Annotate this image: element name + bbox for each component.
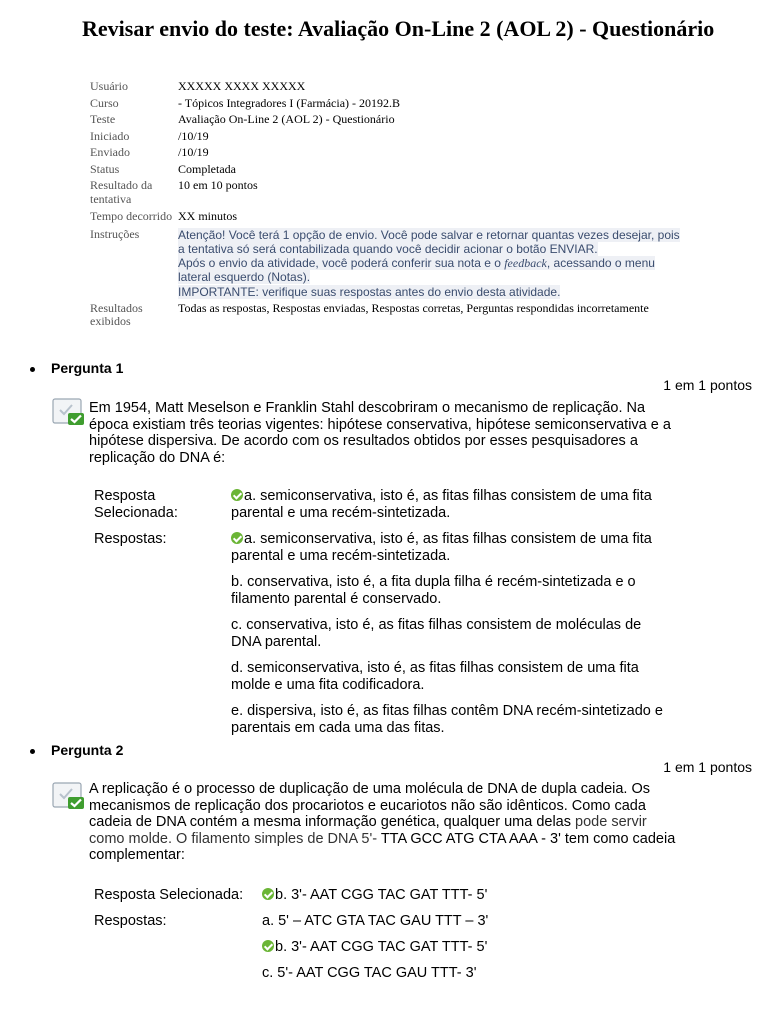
info-label: Teste [90,112,116,126]
answers-label: Respostas: [94,531,167,547]
info-label: Enviado [90,145,130,159]
info-value: Avaliação On-Line 2 (AOL 2) - Questionário [178,112,395,126]
selected-answer-text: b. 3'- AAT CGG TAC GAT TTT- 5' [275,887,488,903]
selected-answer-text: a. semiconservativa, isto é, as fitas filhas consistem de uma fita parental e uma recém-sintetizada. [231,488,652,521]
instructions-line: , acessando o menu [546,256,655,271]
info-label: Resultado da tentativa [90,178,153,206]
info-label: Resultados exibidos [90,300,143,329]
answer-option-b [262,939,662,956]
bullet-icon [30,367,35,372]
question-1-points: 1 em 1 pontos [663,377,752,393]
selected-answer-label: Resposta Selecionada: [94,887,244,903]
info-value: /10/19 [178,128,209,143]
info-row-results-shown [90,302,730,329]
answer-option-a [231,531,671,565]
answer-option-c: c. 5'- AAT CGG TAC GAU TTT- 3' [262,965,477,981]
check-icon [262,888,274,900]
question-2-header [30,742,123,758]
answers-label: Respostas: [94,913,167,929]
bullet-icon [30,749,35,754]
info-value: Todas as respostas, Respostas enviadas, Respostas corretas, Perguntas respondidas incorretamente [178,300,649,315]
info-value: 10 em 10 pontos [178,178,258,192]
correct-answer-icon [52,782,86,810]
question-title: Pergunta 1 [51,360,124,376]
question-text-part: pode servir como molde. O filamento simples de DNA 5'- [89,814,647,847]
answer-option-d: d. semiconservativa, isto é, as fitas filhas consistem de uma fita molde e uma fita codificadora. [231,660,639,693]
info-value: Completada [178,161,236,176]
info-value: XXXXX XXXX XXXXX [178,79,306,93]
info-value: XX minutos [178,209,238,223]
instructions-line: Atenção! Você terá 1 opção de envio. Você pode salvar e retornar quantas vezes desejar, pois [178,227,680,242]
question-1-header [30,360,123,376]
info-label: Instruções [90,226,140,241]
question-text-part: complementar: [89,847,185,863]
instructions-line: lateral esquerdo (Notas). [178,270,311,285]
info-row-submitted [90,146,730,160]
info-value: - Tópicos Integradores I (Farmácia) - 20192.B [178,95,401,110]
info-row-started [90,130,730,144]
question-1-text: Em 1954, Matt Meselson e Franklin Stahl descobriram o mecanismo de replicação. Na época existiam três teorias vigentes: hipótese conservativa, hipótese semiconservativa e a hipótese dispersiva. De acordo com os resultados obtidos por esses pesquisadores a replicação do DNA é: [89,400,671,466]
question-text-part: A replicação é o processo de duplicação de uma molécula de DNA de dupla cadeia. Os mecanismos de replicação dos procariotos e eucariotos não são idênticos. Como cada cadeia de DNA contém a mesma informação genética, qualquer uma delas [89,781,651,830]
check-icon [231,532,243,544]
info-label: Iniciado [90,128,130,143]
check-icon [262,940,274,952]
page-title: Revisar envio do teste: Avaliação On-Line 2 (AOL 2) - Questionário [82,16,715,41]
info-value: /10/19 [178,145,209,159]
info-label: Usuário [90,79,128,93]
info-row-status [90,163,730,177]
instructions-line: IMPORTANTE: verifique suas respostas antes do envio desta atividade. [178,284,561,299]
answer-text: b. 3'- AAT CGG TAC GAT TTT- 5' [275,939,488,955]
answer-option-e: e. dispersiva, isto é, as fitas filhas contêm DNA recém-sintetizado e parentais em cada uma das fitas. [231,703,663,736]
info-label: Curso [90,95,119,110]
info-row-time [90,210,730,224]
instructions-line: a tentativa só será contabilizada quando você decidir acionar o botão ENVIAR. [178,241,598,256]
instructions-line: Após o envio da atividade, você poderá conferir sua nota e o [178,256,505,271]
instructions-text [178,228,730,299]
selected-answer-label: Resposta Selecionada: [94,488,178,521]
selected-answer [262,887,662,904]
question-2-text [89,781,679,864]
info-row-course [90,97,730,111]
question-title: Pergunta 2 [51,742,124,758]
info-row-user [90,80,730,94]
correct-answer-icon [52,398,86,426]
info-label: Status [90,161,120,176]
info-row-test [90,113,730,127]
check-icon [231,489,243,501]
answer-option-a: a. 5' – ATC GTA TAC GAU TTT – 3' [262,913,489,929]
answer-text: a. semiconservativa, isto é, as fitas filhas consistem de uma fita parental e uma recém-sintetizada. [231,531,652,564]
info-row-result [90,179,730,206]
info-label: Tempo decorrido [90,209,173,223]
attempt-info-table [90,80,730,332]
feedback-word: feedback [504,256,547,271]
question-2-points: 1 em 1 pontos [663,759,752,775]
question-text-part: TTA GCC ATG CTA AAA - 3' tem como cadeia [380,830,676,847]
selected-answer [231,488,671,522]
answer-option-b: b. conservativa, isto é, a fita dupla filha é recém-sintetizada e o filamento parental é conservado. [231,574,636,607]
answer-option-c: c. conservativa, isto é, as fitas filhas consistem de moléculas de DNA parental. [231,617,642,650]
info-row-instructions [90,228,730,299]
